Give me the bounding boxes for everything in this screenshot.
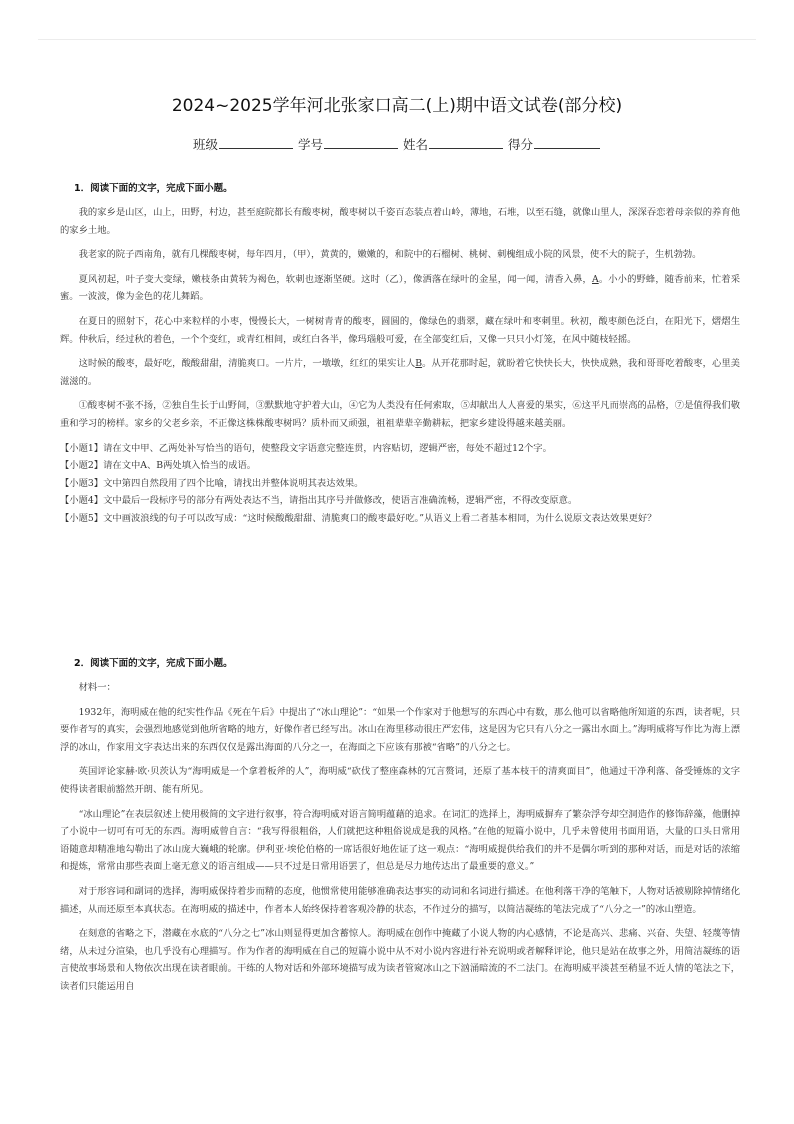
s1-paragraph: 在夏日的照射下，花心中来粒样的小枣，慢慢长大，一树树青青的酸枣，圆圆的，像绿色的翡翠，藏在绿叶和枣刺里。秋初，酸枣颜色泛白，在阳光下，熠熠生辉。仲秋后，经过秋的着色，一个个变红，或青红相间，或红白各半，像玛瑙般可爱，在全部变红后，又像一只只小灯笼，在风中随枝轻摇。	[60, 315, 740, 345]
field-id-label: 学号	[297, 137, 323, 152]
s1-paragraph: ①酸枣树不张不扬，②独自生长于山野间，③默默地守护着大山，④它为人类没有任何索取，⑤却献出人人喜爱的果实，⑥这平凡而崇高的品格，⑦是值得我们敬重和学习的榜样。家乡的父老乡亲，不正像这株株酸枣树吗？质朴而又顽强，祖祖辈辈辛勤耕耘，把家乡建设得越来越美丽。	[60, 400, 740, 429]
s2-paragraph: “冰山理论”在表层叙述上使用极简的文字进行叙事，符合海明威对语言简明蕴藉的追求。在词汇的选择上，海明威摒弃了繁杂浮夸却空洞造作的修饰辞藻，他删掉了小说中一切可有可无的东西。海明威曾自言：“我写得很粗俗，人们就把这种粗俗说成是我的风格。”在他的短篇小说中，几乎未曾使用书面用语，大量的口头日常用语随意却精准地勾勒出了冰山庞大巍峨的轮廓。伊利亚·埃伦伯格的一席话很好地佐证了这一观点：“海明威提供给我们的并不是偶尔听到的那种对话，而是对话的浓缩和提炼，常常由那些表面上毫无意义的语言组成——只不过是日常用语罢了，但总是尽力地传达出了最重要的意义。”	[60, 808, 740, 873]
s1-paragraph: 我老家的院子西南角，就有几棵酸枣树，每年四月，（甲），黄黄的，嫩嫩的，和院中的石榴树、桃树、刺槐组成小院的风景，使不大的院子，生机勃勃。	[78, 249, 702, 261]
field-score-blank[interactable]	[534, 136, 600, 149]
s2-paragraph: 1932年，海明威在他的纪实性作品《死在午后》中提出了“冰山理论”：“如果一个作家对于他想写的东西心中有数，那么他可以省略他所知道的东西，读者呢，只要作者写的真实，会强烈地感觉到他所省略的地方，好像作者已经写出。冰山在海里移动很庄严宏伟，这是因为它只有八分之一露出水面上。”海明威将写作比为海上漂浮的冰山，作家用文字表达出来的东西仅仅是露出海面的八分之一，在海面之下应该有那被“省略”的八分之七。	[60, 706, 740, 753]
section-2-heading: 2．阅读下面的文字，完成下面小题。	[74, 658, 233, 669]
s2-paragraph: 英国评论家赫·欧·贝茨认为“海明威是一个拿着板斧的人”，海明威“砍伐了整座森林的冗言赘词，还原了基本枝干的清爽面目”，他通过干净利落、备受锤炼的文字使得读者眼前豁然开朗、能有所见。	[60, 766, 740, 795]
blank-mark-b: B	[415, 358, 423, 370]
section-1	[60, 180, 740, 528]
field-class-blank[interactable]	[219, 136, 293, 149]
field-class-label: 班级	[192, 137, 218, 152]
student-info-line	[0, 135, 794, 153]
s2-paragraph: 在刻意的省略之下，潜藏在水底的“八分之七”冰山则显得更加含蓄惊人。海明威在创作中掩藏了小说人物的内心感情，不论是高兴、悲痛、兴奋、失望、轻蔑等情绪，从未过分渲染，也几乎没有心理描写。作为作者的海明威在自己的短篇小说中从不对小说内容进行补充说明或者解释评论，他只是站在故事之外，用简洁凝练的语言使故事场景和人物依次出现在读者眼前。干练的人物对话和外部环境描写成为读者管窥冰山之下汹涌暗流的不二法门。在海明威平淡甚至稍显不近人情的笔法之下，读者们只能运用自	[60, 928, 740, 992]
field-name-blank[interactable]	[429, 136, 503, 149]
exam-title: 2024~2025学年河北张家口高二(上)期中语文试卷(部分校)	[171, 96, 623, 116]
question-item: 【小题3】文中第四自然段用了四个比喻，请找出并整体说明其表达效果。	[60, 477, 364, 489]
question-item: 【小题1】请在文中甲、乙两处补写恰当的语句，使整段文字语意完整连贯，内容贴切，逻辑严密，每处不超过12个字。	[60, 442, 552, 454]
s1-paragraph: 这时候的酸枣，最好吃，酸酸甜甜，清脆爽口。一片片，一墩墩，红红的果实让人B。从开花那时起，就盼着它快快长大，快快成熟，我和哥哥吃着酸枣，心里美滋滋的。	[60, 358, 740, 387]
s1-paragraph: 夏风初起，叶子变大变绿，嫩枝条由黄转为褐色，软刺也逐渐坚硬。这时（乙），像洒落在绿叶的金星，闻一闻，清香入鼻，A。小小的野蜂，随香前来，忙着采蜜。一波波，像为金色的花儿舞蹈。	[60, 273, 740, 303]
question-item: 【小题5】文中画波浪线的句子可以改写成：“这时候酸酸甜甜、清脆爽口的酸枣最好吃。”从语义上看二者基本相同，为什么说原文表达效果更好？	[60, 512, 657, 524]
section-1-heading: 1．阅读下面的文字，完成下面小题。	[74, 183, 233, 194]
blank-mark-a: A	[591, 273, 599, 285]
field-id-blank[interactable]	[324, 136, 398, 149]
question-item: 【小题2】请在文中A、B两处填入恰当的成语。	[60, 460, 257, 472]
s1-paragraph: 我的家乡是山区，山上，田野，村边，甚至庭院都长有酸枣树，酸枣树以千姿百态装点着山岭，薄地，石堆，以至石缝，就像山里人，深深吞恋着母亲似的养育他的家乡土地。	[60, 207, 740, 236]
field-score-label: 得分	[507, 137, 533, 152]
question-item: 【小题4】文中最后一段标序号的部分有两处表达不当，请指出其序号并做修改，使语言准确流畅，逻辑严密，不得改变原意。	[60, 495, 578, 507]
top-divider	[38, 39, 756, 40]
field-name-label: 姓名	[402, 137, 428, 152]
section-2	[60, 655, 740, 1003]
s2-paragraph: 对于形容词和副词的选择，海明威保持着步而精的态度，他惯常使用能够准确表达事实的动词和名词进行描述。在他利落干净的笔触下，人物对话被剔除掉情绪化描述，从而还原至本真状态。在海明威的描述中，作者本人始终保持着客观冷静的状态，不作过分的描写，以简洁凝练的笔法完成了“八分之一”的冰山塑造。	[60, 885, 740, 915]
material-label: 材料一：	[78, 682, 116, 693]
